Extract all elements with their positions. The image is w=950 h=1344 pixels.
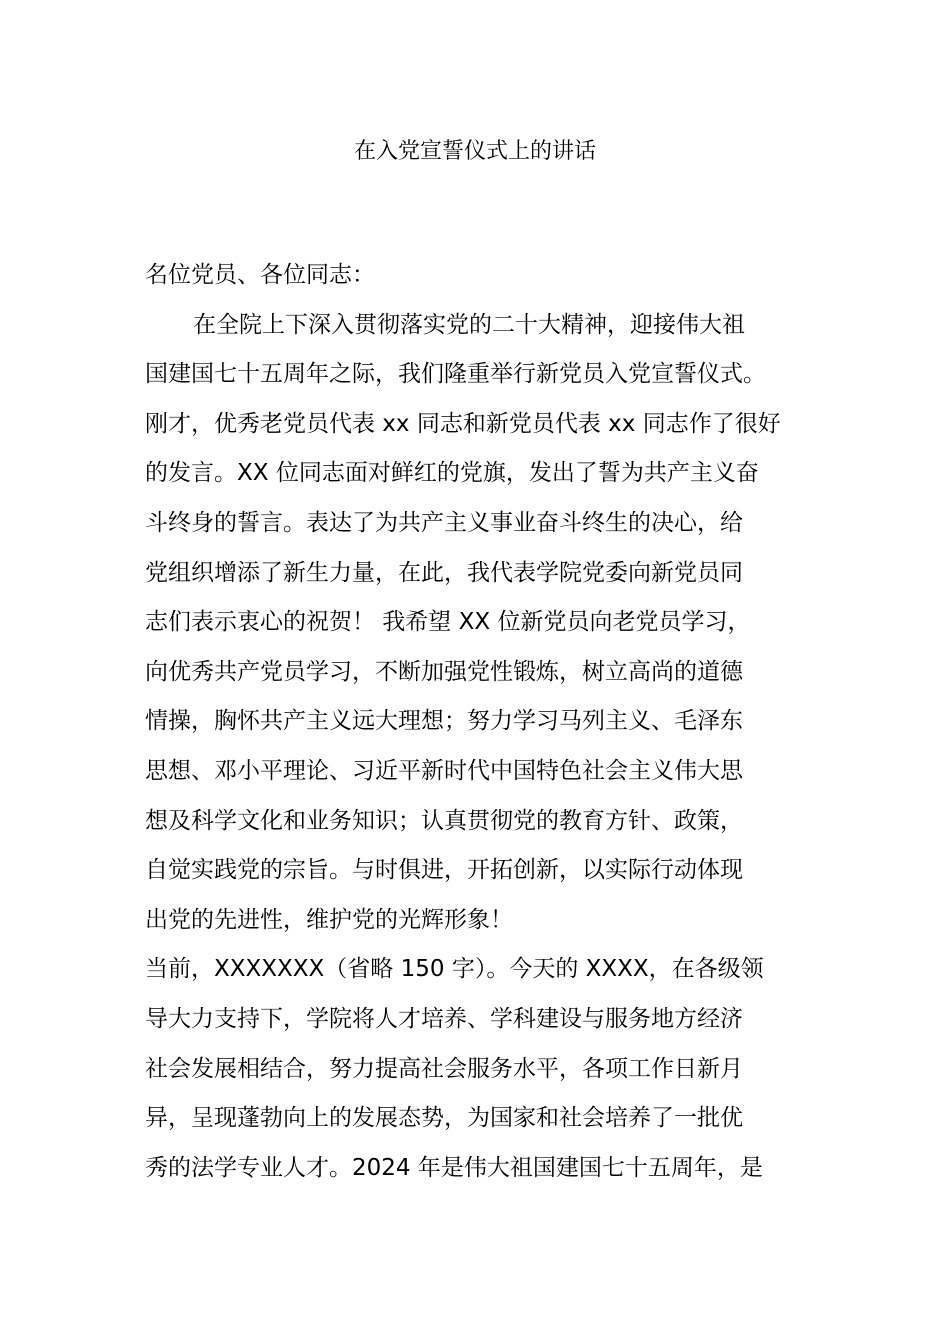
paragraph-1: [145, 301, 815, 946]
paragraph-1-line: 向优秀共产党员学习，不断加强党性锻炼，树立高尚的道德: [145, 658, 743, 685]
paragraph-1-line: 出党的先进性，维护党的光辉形象！: [145, 906, 513, 933]
paragraph-1-line: 党组织增添了新生力量，在此，我代表学院党委向新党员同: [145, 559, 743, 586]
document-title: 在入党宣誓仪式上的讲话: [353, 139, 596, 164]
paragraph-2-line: 导大力支持下，学院将人才培养、学科建设与服务地方经济: [145, 1005, 743, 1032]
paragraph-1-line: 刚才，优秀老党员代表 xx 同志和新党员代表 xx 同志作了很好: [145, 410, 781, 437]
document-body: [145, 251, 815, 1193]
paragraph-2: [145, 945, 815, 1193]
paragraph-1-line: 的发言。XX 位同志面对鲜红的党旗，发出了誓为共产主义奋: [145, 460, 759, 487]
salutation: [145, 251, 815, 301]
paragraph-2-line: 秀的法学专业人才。2024 年是伟大祖国建国七十五周年，是: [145, 1154, 763, 1181]
paragraph-1-line: 志们表示衷心的祝贺！ 我希望 XX 位新党员向老党员学习，: [145, 609, 751, 636]
paragraph-1-line: 思想、邓小平理论、习近平新时代中国特色社会主义伟大思: [145, 757, 743, 784]
paragraph-1-line: 情操，胸怀共产主义远大理想；努力学习马列主义、毛泽东: [145, 708, 743, 735]
paragraph-1-line: 想及科学文化和业务知识；认真贯彻党的教育方针、政策，: [145, 807, 743, 834]
paragraph-1-line: 斗终身的誓言。表达了为共产主义事业奋斗终生的决心，给: [145, 509, 743, 536]
paragraph-2-line: 异，呈现蓬勃向上的发展态势，为国家和社会培养了一批优: [145, 1105, 743, 1132]
paragraph-2-line: 社会发展相结合，努力提高社会服务水平，各项工作日新月: [145, 1055, 743, 1082]
paragraph-1-line: 国建国七十五周年之际，我们隆重举行新党员入党宣誓仪式。: [145, 361, 766, 388]
paragraph-1-line: 在全院上下深入贯彻落实党的二十大精神，迎接伟大祖: [193, 311, 745, 338]
paragraph-2-line: 当前，XXXXXXX（省略 150 字）。今天的 XXXX，在各级领: [145, 956, 764, 983]
paragraph-1-line: 自觉实践党的宗旨。与时俱进，开拓创新，以实际行动体现: [145, 857, 743, 884]
salutation-line: 名位党员、各位同志：: [145, 262, 375, 288]
